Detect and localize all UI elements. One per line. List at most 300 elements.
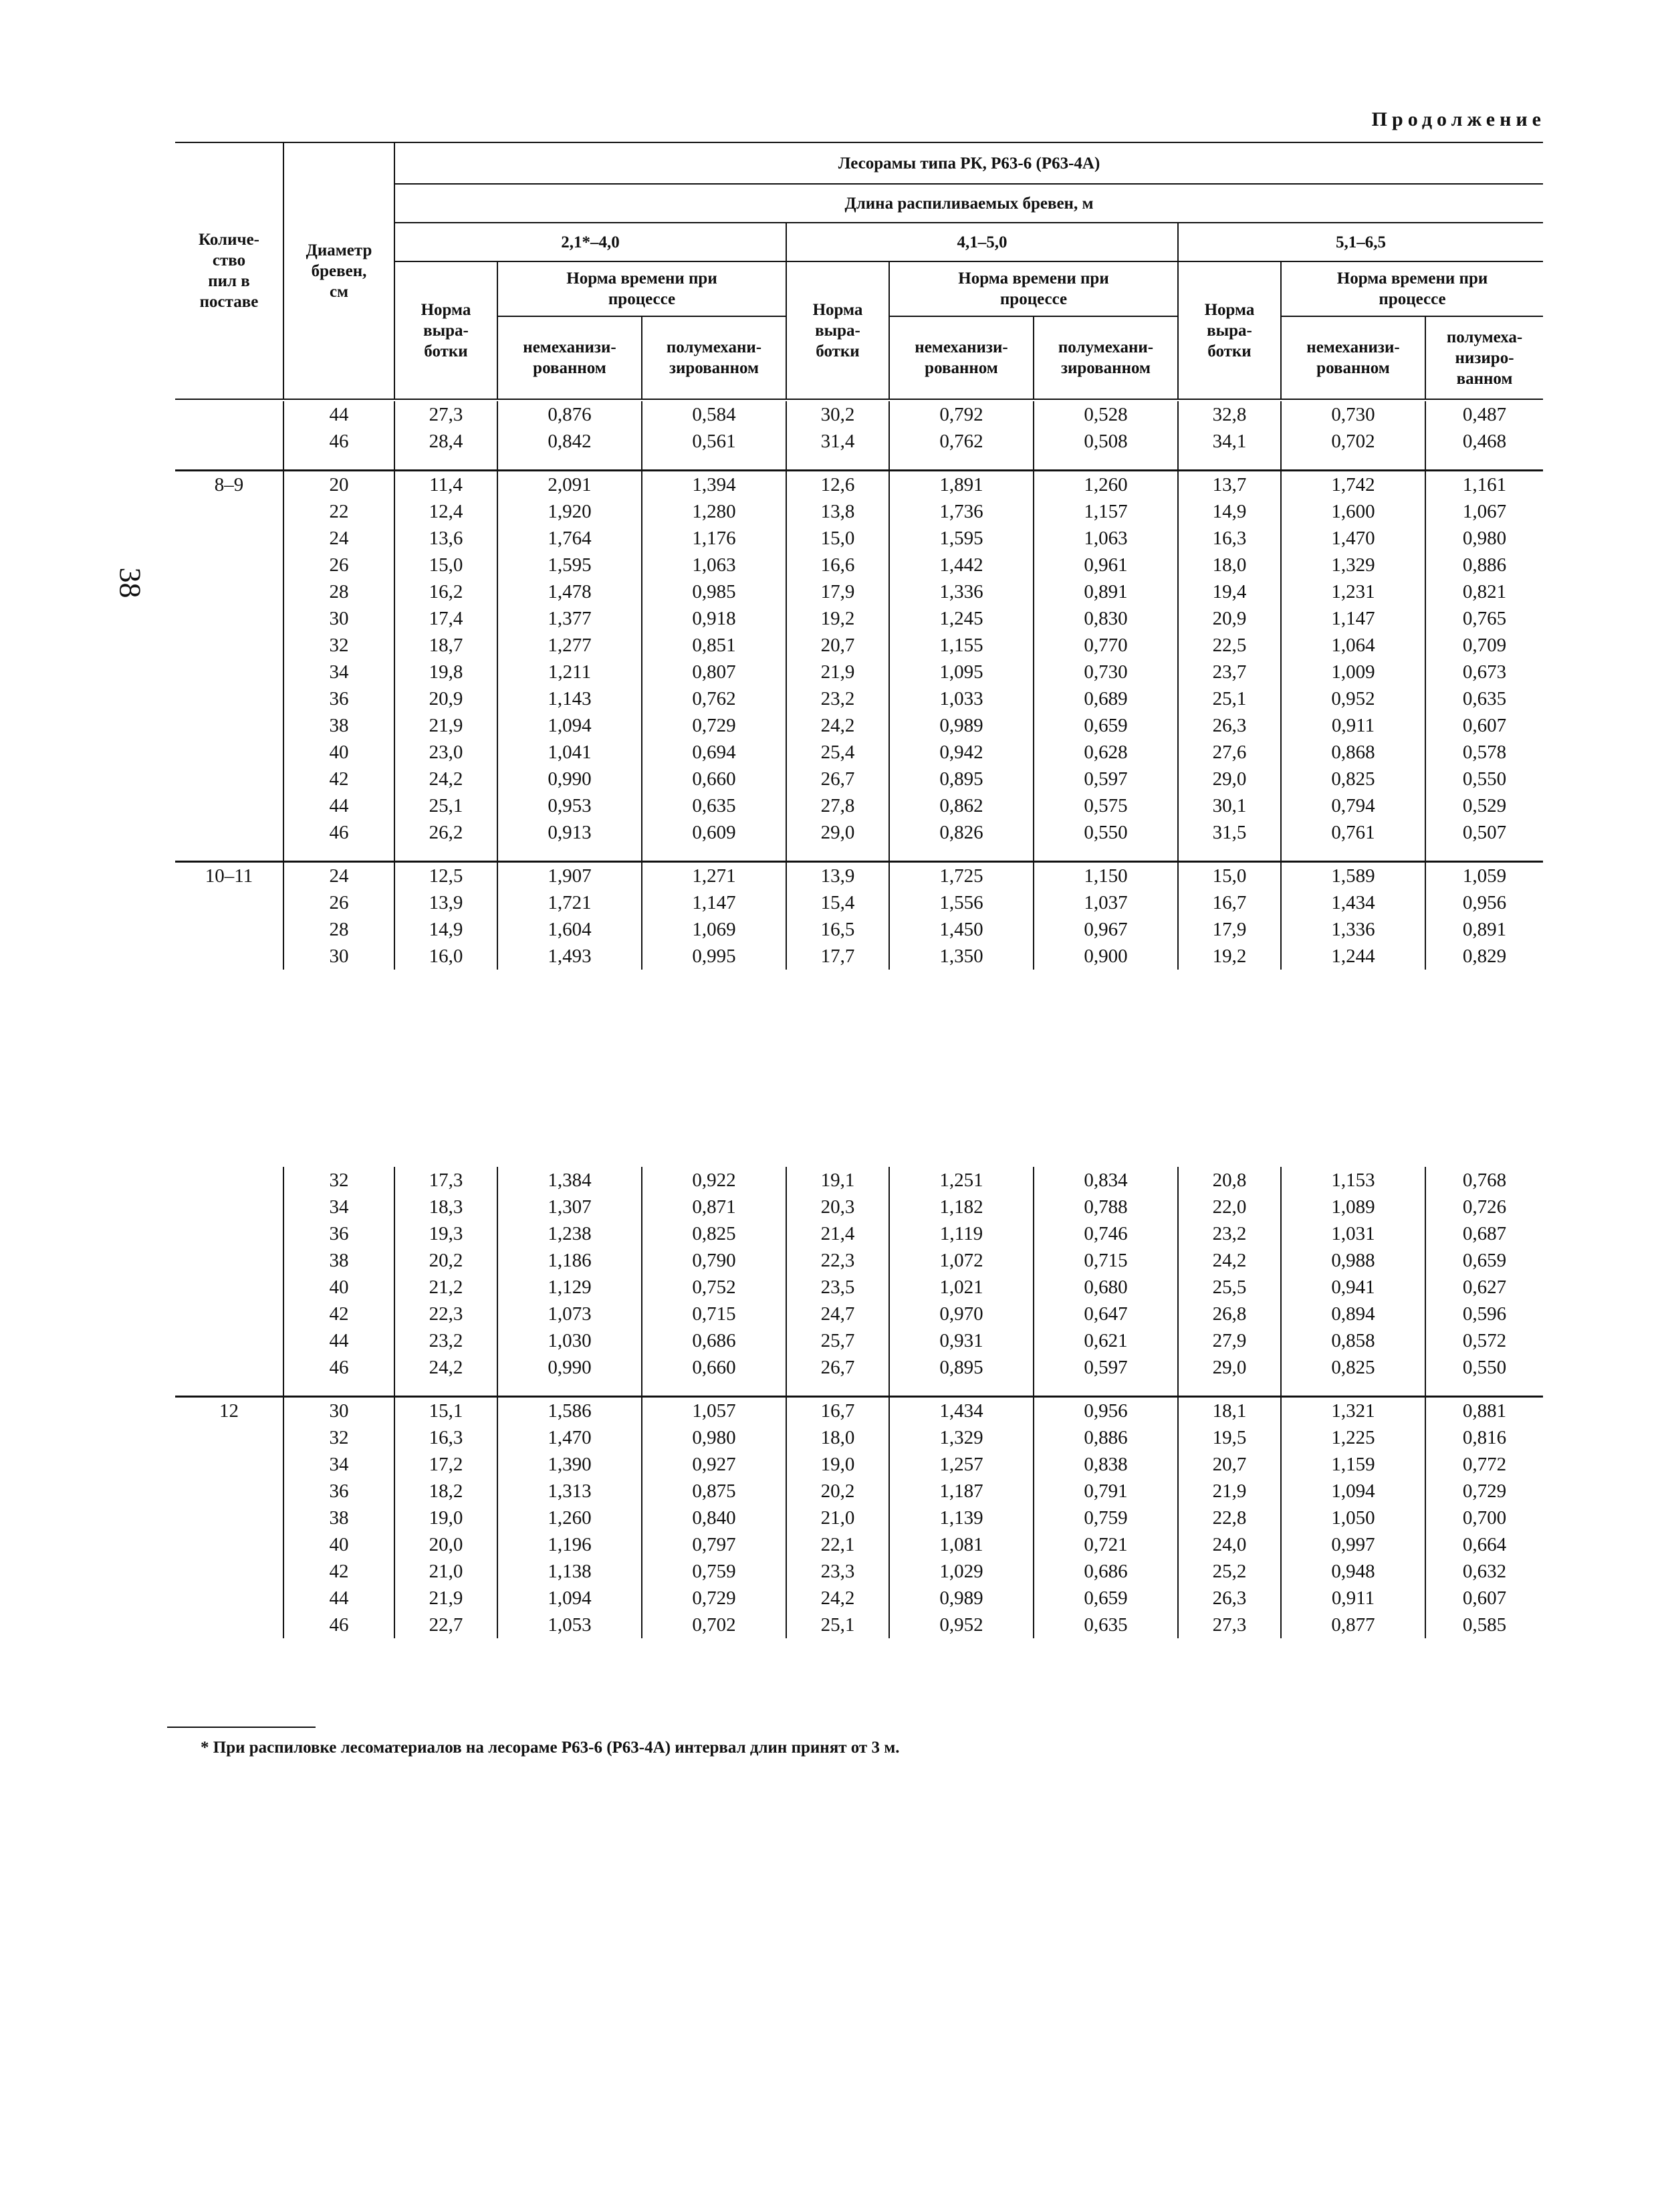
value-cell: 0,627 [1425,1274,1543,1301]
value-cell: 12,4 [394,498,497,525]
value-cell: 17,4 [394,605,497,632]
diameter-cell: 46 [283,1612,394,1638]
saw-count-cell [175,1558,283,1585]
value-cell: 0,730 [1034,659,1178,685]
value-cell: 1,725 [889,862,1034,890]
value-cell: 1,059 [1425,862,1543,890]
value-cell: 1,225 [1281,1424,1425,1451]
table-row [175,1478,1543,1505]
value-cell: 14,9 [1178,498,1281,525]
value-cell: 16,2 [394,578,497,605]
value-cell: 0,953 [497,792,642,819]
value-cell: 22,0 [1178,1194,1281,1220]
value-cell: 20,2 [786,1478,889,1505]
value-cell: 0,487 [1425,401,1543,428]
value-cell: 1,244 [1281,943,1425,970]
value-cell: 0,918 [642,605,786,632]
saw-count-cell [175,1612,283,1638]
value-cell: 26,3 [1178,1585,1281,1612]
value-cell: 23,2 [394,1327,497,1354]
value-cell: 0,752 [642,1274,786,1301]
value-cell: 16,3 [394,1424,497,1451]
value-cell: 1,095 [889,659,1034,685]
value-cell: 27,3 [394,401,497,428]
header-norm-time: Норма времени при процессе [497,261,786,316]
value-cell: 34,1 [1178,428,1281,455]
value-cell: 30,1 [1178,792,1281,819]
value-cell: 1,384 [497,1167,642,1194]
value-cell: 0,770 [1034,632,1178,659]
table-row [175,685,1543,712]
diameter-cell: 38 [283,712,394,739]
value-cell: 1,094 [497,712,642,739]
value-cell: 0,726 [1425,1194,1543,1220]
value-cell: 13,9 [786,862,889,890]
value-cell: 1,721 [497,889,642,916]
value-cell: 0,761 [1281,819,1425,846]
table-row [175,916,1543,943]
header-semi-mech: полумехани- зированном [1034,316,1178,399]
value-cell: 21,0 [786,1505,889,1531]
value-cell: 0,961 [1034,552,1178,578]
value-cell: 1,764 [497,525,642,552]
value-cell: 0,826 [889,819,1034,846]
value-cell: 1,021 [889,1274,1034,1301]
diameter-cell: 44 [283,401,394,428]
saw-count-cell: 10–11 [175,862,283,890]
saw-count-cell [175,1274,283,1301]
value-cell: 0,597 [1034,766,1178,792]
value-cell: 1,280 [642,498,786,525]
value-cell: 21,0 [394,1558,497,1585]
value-cell: 0,647 [1034,1301,1178,1327]
value-cell: 22,5 [1178,632,1281,659]
saw-count-cell [175,1451,283,1478]
value-cell: 27,9 [1178,1327,1281,1354]
value-cell: 25,1 [394,792,497,819]
value-cell: 19,1 [786,1167,889,1194]
diameter-cell: 30 [283,605,394,632]
value-cell: 0,834 [1034,1167,1178,1194]
value-cell: 1,129 [497,1274,642,1301]
value-cell: 0,989 [889,712,1034,739]
saw-count-cell [175,739,283,766]
value-cell: 1,030 [497,1327,642,1354]
header-semi-mech: полумехани- зированном [642,316,786,399]
value-cell: 31,5 [1178,819,1281,846]
value-cell: 1,089 [1281,1194,1425,1220]
value-cell: 1,350 [889,943,1034,970]
value-cell: 1,147 [1281,605,1425,632]
value-cell: 29,0 [1178,1354,1281,1381]
value-cell: 21,9 [786,659,889,685]
value-cell: 0,807 [642,659,786,685]
value-cell: 29,0 [1178,766,1281,792]
table-row [175,1424,1543,1451]
table-row [175,401,1543,428]
diameter-cell: 40 [283,739,394,766]
value-cell: 13,7 [1178,471,1281,499]
value-cell: 25,5 [1178,1274,1281,1301]
value-cell: 1,604 [497,916,642,943]
value-cell: 1,037 [1034,889,1178,916]
value-cell: 23,2 [1178,1220,1281,1247]
diameter-cell: 44 [283,1585,394,1612]
value-cell: 18,7 [394,632,497,659]
value-cell: 0,597 [1034,1354,1178,1381]
saw-count-cell [175,1301,283,1327]
saw-count-cell [175,525,283,552]
continuation-label: Продолжение [1371,108,1546,130]
value-cell: 0,967 [1034,916,1178,943]
value-cell: 24,2 [394,1354,497,1381]
value-cell: 21,2 [394,1274,497,1301]
value-cell: 1,586 [497,1397,642,1425]
table-row [175,712,1543,739]
value-cell: 0,927 [642,1451,786,1478]
value-cell: 1,742 [1281,471,1425,499]
diameter-cell: 30 [283,1397,394,1425]
value-cell: 0,609 [642,819,786,846]
value-cell: 19,2 [786,605,889,632]
saw-count-cell [175,659,283,685]
value-cell: 32,8 [1178,401,1281,428]
value-cell: 24,0 [1178,1531,1281,1558]
value-cell: 0,762 [889,428,1034,455]
value-cell: 0,621 [1034,1327,1178,1354]
diameter-cell: 20 [283,471,394,499]
saw-count-cell [175,1327,283,1354]
value-cell: 0,876 [497,401,642,428]
header-saw-count: Количе- ство пил в поставе [175,142,283,399]
header-norm-time: Норма времени при процессе [1281,261,1543,316]
value-cell: 26,7 [786,1354,889,1381]
value-cell: 1,150 [1034,862,1178,890]
header-length-range-1: 2,1*–4,0 [394,223,786,261]
value-cell: 16,5 [786,916,889,943]
value-cell: 0,941 [1281,1274,1425,1301]
diameter-cell: 26 [283,552,394,578]
value-cell: 0,877 [1281,1612,1425,1638]
saw-count-cell [175,943,283,970]
value-cell: 0,673 [1425,659,1543,685]
diameter-cell: 34 [283,1194,394,1220]
value-cell: 1,176 [642,525,786,552]
value-cell: 1,147 [642,889,786,916]
value-cell: 26,8 [1178,1301,1281,1327]
value-cell: 1,271 [642,862,786,890]
value-cell: 18,0 [1178,552,1281,578]
diameter-cell: 32 [283,1424,394,1451]
value-cell: 1,313 [497,1478,642,1505]
value-cell: 0,871 [642,1194,786,1220]
header-non-mech: немеханизи- рованном [1281,316,1425,399]
value-cell: 0,659 [1034,712,1178,739]
saw-count-cell [175,498,283,525]
value-cell: 1,155 [889,632,1034,659]
header-non-mech: немеханизи- рованном [497,316,642,399]
value-cell: 1,196 [497,1531,642,1558]
table-row [175,792,1543,819]
footnote: * При распиловке лесоматериалов на лесораме Р63-6 (Р63-4А) интервал длин принят от 3 м. [201,1739,900,1757]
value-cell: 15,0 [394,552,497,578]
value-cell: 24,2 [786,1585,889,1612]
value-cell: 24,2 [1178,1247,1281,1274]
value-cell: 0,628 [1034,739,1178,766]
value-cell: 0,792 [889,401,1034,428]
value-cell: 13,9 [394,889,497,916]
value-cell: 1,157 [1034,498,1178,525]
value-cell: 0,550 [1425,1354,1543,1381]
saw-count-cell [175,1247,283,1274]
diameter-cell: 32 [283,1167,394,1194]
value-cell: 0,765 [1425,605,1543,632]
value-cell: 0,729 [1425,1478,1543,1505]
diameter-cell: 46 [283,1354,394,1381]
table-row [175,1558,1543,1585]
value-cell: 1,073 [497,1301,642,1327]
value-cell: 22,1 [786,1531,889,1558]
table-row [175,1247,1543,1274]
diameter-cell: 40 [283,1531,394,1558]
header-sawmill-type: Лесорамы типа РК, Р63-6 (Р63-4А) [394,142,1543,184]
value-cell: 26,2 [394,819,497,846]
value-cell: 1,470 [1281,525,1425,552]
value-cell: 0,578 [1425,739,1543,766]
value-cell: 0,702 [642,1612,786,1638]
value-cell: 23,2 [786,685,889,712]
table-row [175,1612,1543,1638]
value-cell: 1,182 [889,1194,1034,1220]
value-cell: 0,660 [642,766,786,792]
value-cell: 0,842 [497,428,642,455]
saw-count-cell [175,632,283,659]
saw-count-cell [175,1424,283,1451]
value-cell: 1,470 [497,1424,642,1451]
value-cell: 1,187 [889,1478,1034,1505]
value-cell: 1,920 [497,498,642,525]
saw-count-cell [175,916,283,943]
table-header [175,142,1543,400]
table-row [175,889,1543,916]
diameter-cell: 38 [283,1505,394,1531]
value-cell: 21,9 [394,712,497,739]
value-cell: 0,990 [497,766,642,792]
value-cell: 31,4 [786,428,889,455]
value-cell: 0,528 [1034,401,1178,428]
page-number: 38 [113,567,148,598]
value-cell: 0,956 [1425,889,1543,916]
value-cell: 1,394 [642,471,786,499]
table-row [175,1301,1543,1327]
value-cell: 1,245 [889,605,1034,632]
value-cell: 12,6 [786,471,889,499]
value-cell: 0,664 [1425,1531,1543,1558]
saw-count-cell [175,1531,283,1558]
value-cell: 0,997 [1281,1531,1425,1558]
diameter-cell: 38 [283,1247,394,1274]
value-cell: 1,336 [889,578,1034,605]
diameter-cell: 44 [283,792,394,819]
value-cell: 22,7 [394,1612,497,1638]
value-cell: 0,911 [1281,1585,1425,1612]
value-cell: 1,329 [889,1424,1034,1451]
header-diameter: Диаметр бревен, см [283,142,394,399]
value-cell: 0,995 [642,943,786,970]
value-cell: 0,894 [1281,1301,1425,1327]
value-cell: 1,143 [497,685,642,712]
value-cell: 1,493 [497,943,642,970]
value-cell: 1,589 [1281,862,1425,890]
value-cell: 0,550 [1425,766,1543,792]
table-row [175,943,1543,970]
table-row [175,1167,1543,1194]
value-cell: 17,9 [1178,916,1281,943]
value-cell: 0,715 [1034,1247,1178,1274]
value-cell: 0,862 [889,792,1034,819]
header-norm-output: Норма выра- ботки [394,261,497,399]
value-cell: 0,790 [642,1247,786,1274]
value-cell: 22,8 [1178,1505,1281,1531]
value-cell: 0,980 [1425,525,1543,552]
value-cell: 1,050 [1281,1505,1425,1531]
value-cell: 1,094 [1281,1478,1425,1505]
saw-count-cell [175,428,283,455]
value-cell: 15,1 [394,1397,497,1425]
value-cell: 17,9 [786,578,889,605]
diameter-cell: 28 [283,916,394,943]
value-cell: 0,575 [1034,792,1178,819]
table-row [175,552,1543,578]
value-cell: 1,377 [497,605,642,632]
value-cell: 0,746 [1034,1220,1178,1247]
value-cell: 0,875 [642,1478,786,1505]
value-cell: 0,635 [1034,1612,1178,1638]
table-row [175,1531,1543,1558]
header-length-range-2: 4,1–5,0 [786,223,1178,261]
value-cell: 12,5 [394,862,497,890]
value-cell: 1,556 [889,889,1034,916]
value-cell: 1,321 [1281,1397,1425,1425]
value-cell: 1,041 [497,739,642,766]
value-cell: 0,635 [642,792,786,819]
value-cell: 1,067 [1425,498,1543,525]
diameter-cell: 36 [283,1220,394,1247]
value-cell: 0,468 [1425,428,1543,455]
value-cell: 30,2 [786,401,889,428]
value-cell: 16,3 [1178,525,1281,552]
table-row [175,659,1543,685]
value-cell: 0,895 [889,766,1034,792]
value-cell: 0,700 [1425,1505,1543,1531]
value-cell: 0,931 [889,1327,1034,1354]
table-row [175,1327,1543,1354]
diameter-cell: 26 [283,889,394,916]
saw-count-cell [175,792,283,819]
value-cell: 0,607 [1425,1585,1543,1612]
table-row [175,862,1543,890]
table-row [175,471,1543,499]
value-cell: 0,956 [1034,1397,1178,1425]
value-cell: 0,772 [1425,1451,1543,1478]
value-cell: 0,788 [1034,1194,1178,1220]
table-row [175,1505,1543,1531]
value-cell: 14,9 [394,916,497,943]
value-cell: 22,3 [786,1247,889,1274]
value-cell: 0,561 [642,428,786,455]
value-cell: 0,721 [1034,1531,1178,1558]
header-norm-time: Норма времени при процессе [889,261,1178,316]
value-cell: 18,2 [394,1478,497,1505]
value-cell: 0,830 [1034,605,1178,632]
value-cell: 25,1 [786,1612,889,1638]
value-cell: 0,794 [1281,792,1425,819]
value-cell: 13,6 [394,525,497,552]
diameter-cell: 42 [283,1558,394,1585]
value-cell: 17,2 [394,1451,497,1478]
saw-count-cell [175,766,283,792]
value-cell: 18,3 [394,1194,497,1220]
value-cell: 0,900 [1034,943,1178,970]
header-non-mech: немеханизи- рованном [889,316,1034,399]
table-row [175,1451,1543,1478]
diameter-cell: 36 [283,685,394,712]
value-cell: 0,607 [1425,712,1543,739]
value-cell: 2,091 [497,471,642,499]
saw-count-cell [175,889,283,916]
value-cell: 0,635 [1425,685,1543,712]
value-cell: 18,0 [786,1424,889,1451]
value-cell: 0,816 [1425,1424,1543,1451]
value-cell: 1,186 [497,1247,642,1274]
table-row [175,1397,1543,1425]
value-cell: 1,094 [497,1585,642,1612]
value-cell: 23,5 [786,1274,889,1301]
value-cell: 0,838 [1034,1451,1178,1478]
saw-count-cell [175,1167,283,1194]
value-cell: 0,596 [1425,1301,1543,1327]
diameter-cell: 46 [283,428,394,455]
value-cell: 0,759 [1034,1505,1178,1531]
value-cell: 1,064 [1281,632,1425,659]
diameter-cell: 42 [283,766,394,792]
table-body-part-1 [175,401,1543,970]
diameter-cell: 34 [283,659,394,685]
value-cell: 1,033 [889,685,1034,712]
diameter-cell: 34 [283,1451,394,1478]
value-cell: 1,053 [497,1612,642,1638]
value-cell: 0,895 [889,1354,1034,1381]
value-cell: 0,911 [1281,712,1425,739]
value-cell: 16,7 [786,1397,889,1425]
saw-count-cell [175,605,283,632]
diameter-cell: 32 [283,632,394,659]
value-cell: 0,507 [1425,819,1543,846]
value-cell: 0,508 [1034,428,1178,455]
value-cell: 0,891 [1034,578,1178,605]
table-row [175,428,1543,455]
value-cell: 1,307 [497,1194,642,1220]
value-cell: 17,3 [394,1167,497,1194]
value-cell: 1,139 [889,1505,1034,1531]
value-cell: 1,329 [1281,552,1425,578]
value-cell: 20,3 [786,1194,889,1220]
value-cell: 0,881 [1425,1397,1543,1425]
value-cell: 23,7 [1178,659,1281,685]
value-cell: 0,689 [1034,685,1178,712]
header-norm-output: Норма выра- ботки [1178,261,1281,399]
value-cell: 20,7 [786,632,889,659]
